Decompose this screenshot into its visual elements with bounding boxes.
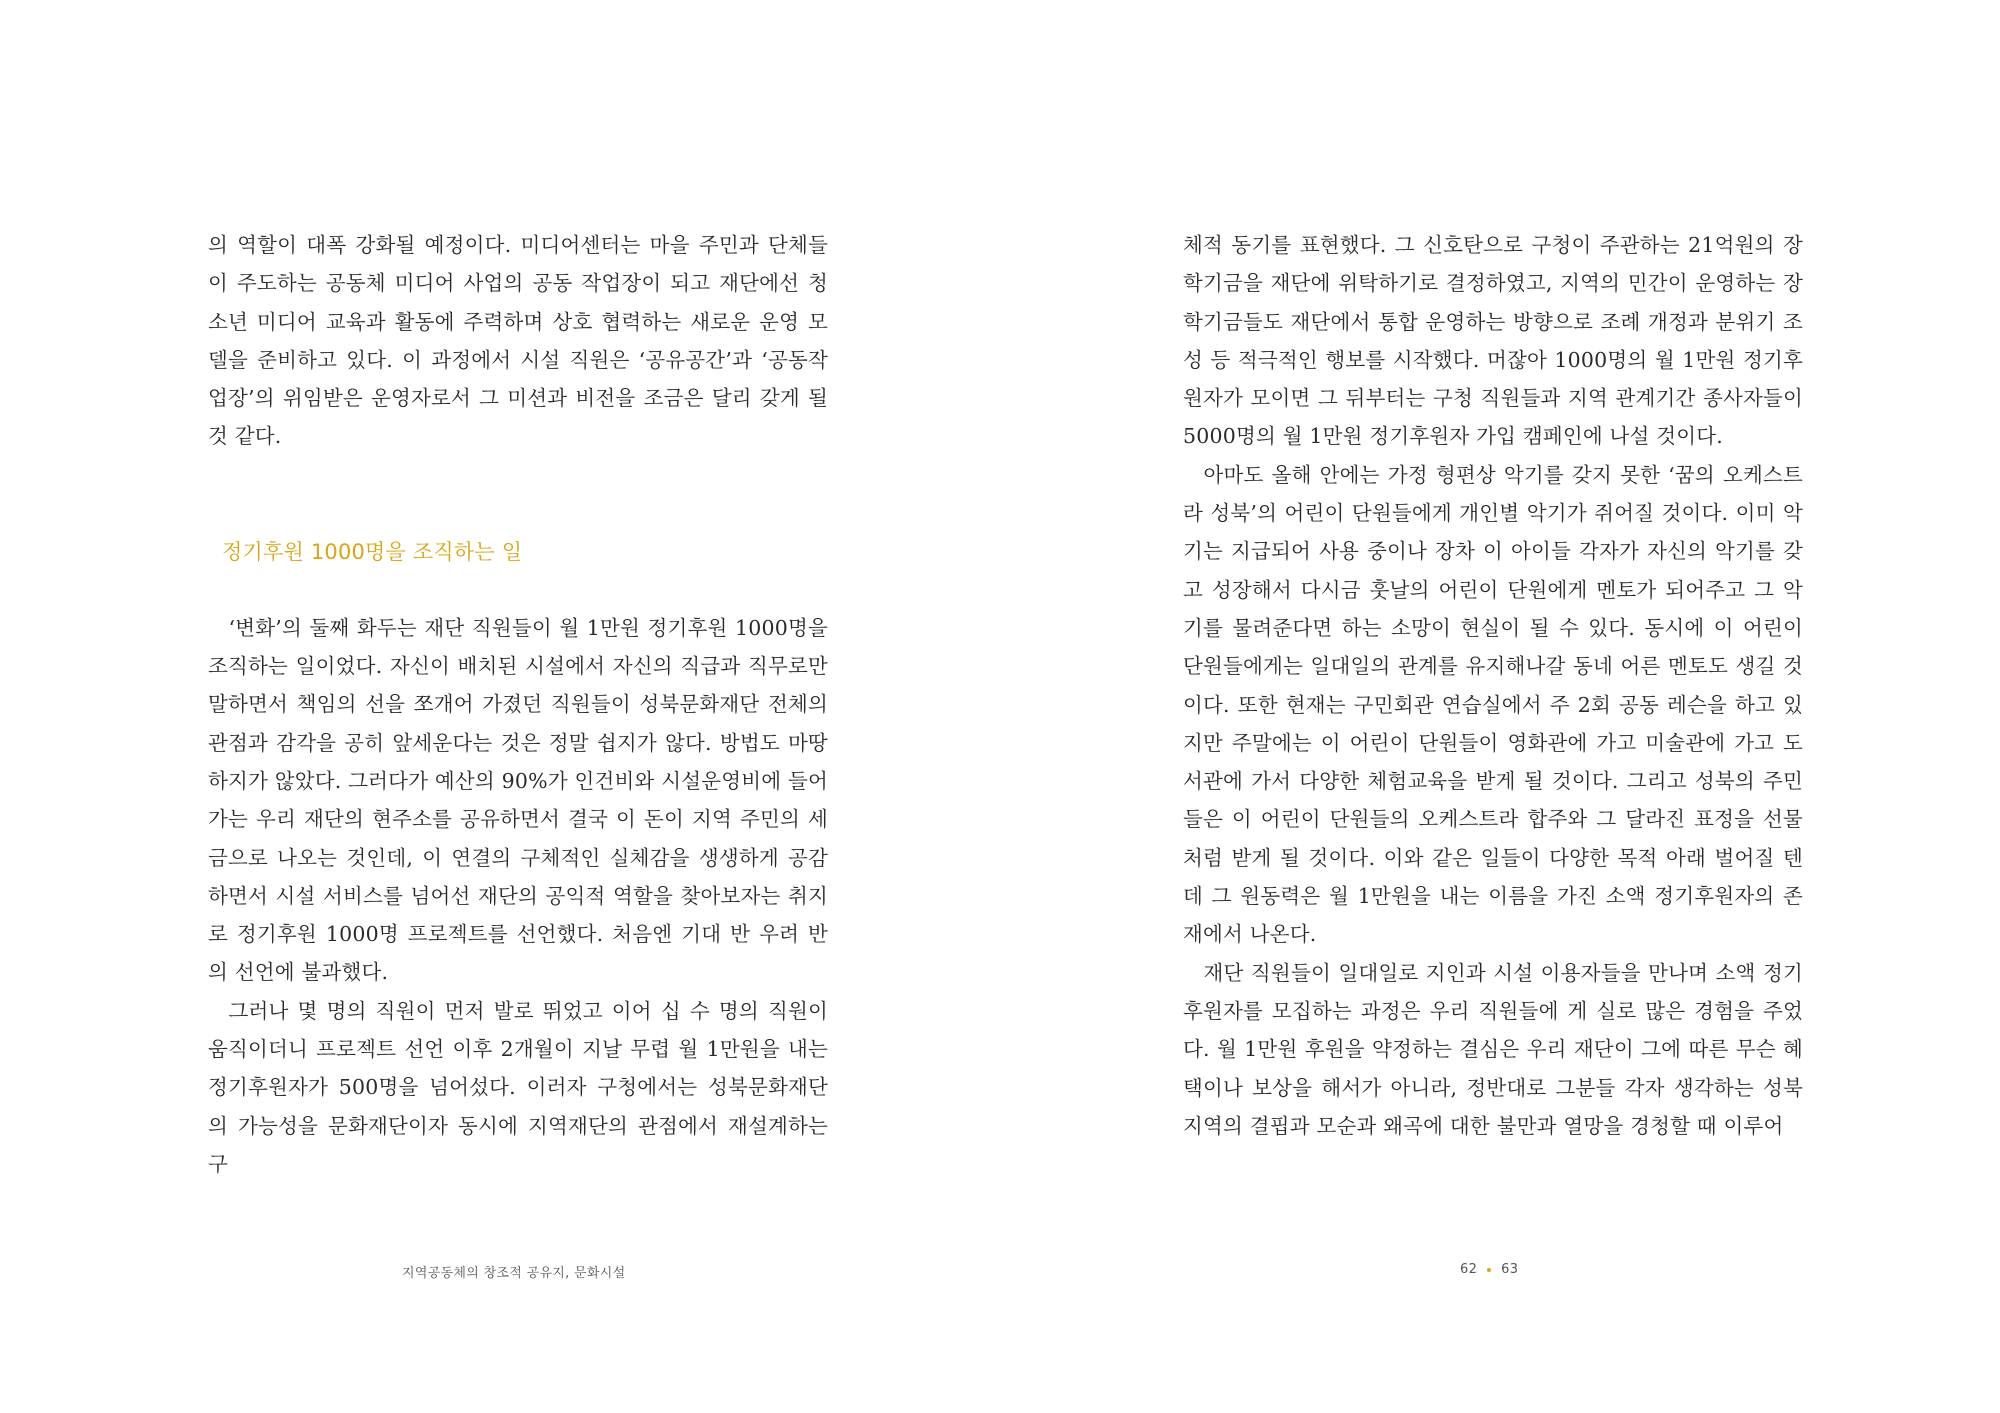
left-text-column bbox=[208, 226, 828, 1183]
page-number-left: 62 bbox=[1460, 1262, 1478, 1277]
right-paragraph-3: 재단 직원들이 일대일로 지인과 시설 이용자들을 만나며 소액 정기후원자를 모집하는 과정은 우리 직원들에 게 실로 많은 경험을 주었다. 월 1만원 후원을 약정하는 결심은 우리 재단이 그에 따른 무슨 혜택이나 보상을 해서가 아니라, 정반대로 그분들 각자 생각하는 성북 지역의 결핍과 모순과 왜곡에 대한 불만과 열망을 경청할 때 이루어 bbox=[1183, 960, 1803, 1138]
section-heading: 정기후원 1000명을 조직하는 일 bbox=[222, 539, 523, 564]
page-number-right: 63 bbox=[1501, 1262, 1519, 1277]
right-text-column bbox=[1183, 226, 1803, 1145]
left-paragraph-2: 그러나 몇 명의 직원이 먼저 발로 뛰었고 이어 십 수 명의 직원이 움직이더니 프로젝트 선언 이후 2개월이 지날 무렵 월 1만원을 내는 정기후원자가 500명을 넘어섰다. 이러자 구청에서는 성북문화재단의 가능성을 문화재단이자 동시에 지역재단의 관점에서 재설계하는 구 bbox=[208, 998, 828, 1176]
right-paragraph-2: 아마도 올해 안에는 가정 형편상 악기를 갖지 못한 ‘꿈의 오케스트라 성북’의 어린이 단원들에게 개인별 악기가 쥐어질 것이다. 이미 악기는 지급되어 사용 중이나 장차 이 아이들 각자가 자신의 악기를 갖고 성장해서 다시금 훗날의 어린이 단원에게 멘토가 되어주고 그 악기를 물려준다면 하는 소망이 현실이 될 수 있다. 동시에 이 어린이 단원들에게는 일대일의 관계를 유지해나갈 동네 어른 멘토도 생길 것이다. 또한 현재는 구민회관 연습실에서 주 2회 공동 레슨을 하고 있지만 주말에는 이 어린이 단원들이 영화관에 가고 미술관에 가고 도서관에 가서 다양한 체험교육을 받게 될 것이다. 그리고 성북의 주민들은 이 어린이 단원들의 오케스트라 합주와 그 달라진 표정을 선물처럼 받게 될 것이다. 이와 같은 일들이 다양한 목적 아래 벌어질 텐데 그 원동력은 월 1만원을 내는 이름을 가진 소액 정기후원자의 존재에서 나온다. bbox=[1183, 462, 1803, 947]
running-footer-title: 지역공동체의 창조적 공유지, 문화시설 bbox=[402, 1266, 626, 1281]
right-page bbox=[1000, 0, 2000, 1413]
left-paragraph-1: ‘변화’의 둘째 화두는 재단 직원들이 월 1만원 정기후원 1000명을 조직하는 일이었다. 자신이 배치된 시설에서 자신의 직급과 직무로만 말하면서 책임의 선을 쪼개어 가졌던 직원들이 성북문화재단 전체의 관점과 감각을 공히 앞세운다는 것은 정말 쉽지가 않다. 방법도 마땅하지가 않았다. 그러다가 예산의 90%가 인건비와 시설운영비에 들어가는 우리 재단의 현주소를 공유하면서 결국 이 돈이 지역 주민의 세금으로 나오는 것인데, 이 연결의 구체적인 실체감을 생생하게 공감하면서 시설 서비스를 넘어선 재단의 공익적 역할을 찾아보자는 취지로 정기후원 1000명 프로젝트를 선언했다. 처음엔 기대 반 우려 반의 선언에 불과했다. bbox=[208, 615, 828, 985]
page-numbers bbox=[1460, 1262, 1518, 1277]
right-paragraph-1: 체적 동기를 표현했다. 그 신호탄으로 구청이 주관하는 21억원의 장학기금을 재단에 위탁하기로 결정하였고, 지역의 민간이 운영하는 장학기금들도 재단에서 통합 운영하는 방향으로 조례 개정과 분위기 조성 등 적극적인 행보를 시작했다. 머잖아 1000명의 월 1만원 정기후원자가 모이면 그 뒤부터는 구청 직원들과 지역 관계기간 종사자들이 5000명의 월 1만원 정기후원자 가입 캠페인에 나설 것이다. bbox=[1183, 233, 1803, 449]
left-paragraph-intro: 의 역할이 대폭 강화될 예정이다. 미디어센터는 마을 주민과 단체들이 주도하는 공동체 미디어 사업의 공동 작업장이 되고 재단에선 청소년 미디어 교육과 활동에 주력하며 상호 협력하는 새로운 운영 모델을 준비하고 있다. 이 과정에서 시설 직원은 ‘공유공간’과 ‘공동작업장’의 위임받은 운영자로서 그 미션과 비전을 조금은 달리 갖게 될 것 같다. bbox=[208, 233, 828, 449]
page-separator-dot-icon bbox=[1487, 1268, 1491, 1272]
